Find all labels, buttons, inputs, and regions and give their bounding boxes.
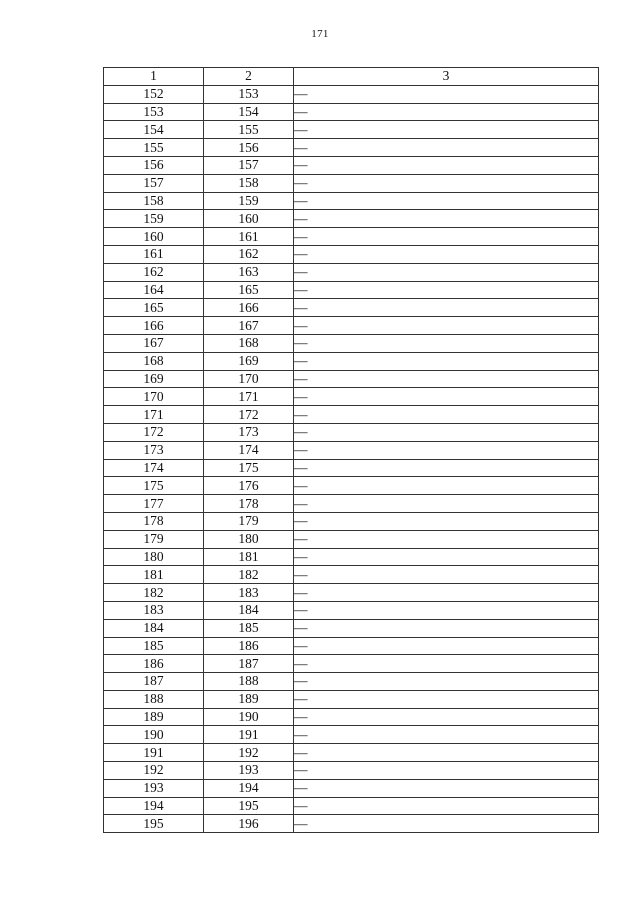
cell-col-3: — xyxy=(294,388,599,406)
cell-col-3: — xyxy=(294,726,599,744)
table-row xyxy=(104,406,599,424)
cell-col-2: 178 xyxy=(204,495,294,513)
table-body xyxy=(104,85,599,832)
cell-col-1: 185 xyxy=(104,637,204,655)
table-row xyxy=(104,637,599,655)
table-row xyxy=(104,388,599,406)
table-row xyxy=(104,530,599,548)
table-row xyxy=(104,601,599,619)
cell-col-1: 154 xyxy=(104,121,204,139)
table-row xyxy=(104,708,599,726)
cell-col-3: — xyxy=(294,228,599,246)
table-row xyxy=(104,263,599,281)
cell-col-1: 161 xyxy=(104,245,204,263)
column-header-2: 2 xyxy=(204,68,294,86)
table-row xyxy=(104,779,599,797)
cell-col-2: 167 xyxy=(204,317,294,335)
cell-col-1: 156 xyxy=(104,156,204,174)
cell-col-1: 169 xyxy=(104,370,204,388)
table-row xyxy=(104,370,599,388)
table-row xyxy=(104,762,599,780)
cell-col-1: 192 xyxy=(104,762,204,780)
cell-col-2: 183 xyxy=(204,584,294,602)
cell-col-3: — xyxy=(294,566,599,584)
cell-col-2: 154 xyxy=(204,103,294,121)
cell-col-2: 190 xyxy=(204,708,294,726)
cell-col-2: 157 xyxy=(204,156,294,174)
cell-col-3: — xyxy=(294,210,599,228)
cell-col-1: 179 xyxy=(104,530,204,548)
cell-col-1: 190 xyxy=(104,726,204,744)
cell-col-1: 180 xyxy=(104,548,204,566)
table-row xyxy=(104,85,599,103)
cell-col-2: 153 xyxy=(204,85,294,103)
cell-col-1: 152 xyxy=(104,85,204,103)
table-row xyxy=(104,690,599,708)
cell-col-2: 184 xyxy=(204,601,294,619)
cell-col-2: 194 xyxy=(204,779,294,797)
table-row xyxy=(104,726,599,744)
table-row xyxy=(104,121,599,139)
cell-col-2: 192 xyxy=(204,744,294,762)
cell-col-1: 183 xyxy=(104,601,204,619)
cell-col-3: — xyxy=(294,619,599,637)
cell-col-2: 188 xyxy=(204,673,294,691)
table-row xyxy=(104,245,599,263)
cell-col-2: 160 xyxy=(204,210,294,228)
cell-col-2: 165 xyxy=(204,281,294,299)
cell-col-3: — xyxy=(294,459,599,477)
cell-col-1: 187 xyxy=(104,673,204,691)
table-row xyxy=(104,548,599,566)
cell-col-3: — xyxy=(294,174,599,192)
cell-col-3: — xyxy=(294,779,599,797)
cell-col-2: 169 xyxy=(204,352,294,370)
cell-col-3: — xyxy=(294,548,599,566)
cell-col-2: 161 xyxy=(204,228,294,246)
cell-col-3: — xyxy=(294,655,599,673)
cell-col-3: — xyxy=(294,637,599,655)
table-row xyxy=(104,228,599,246)
cell-col-1: 153 xyxy=(104,103,204,121)
cell-col-3: — xyxy=(294,103,599,121)
cell-col-1: 174 xyxy=(104,459,204,477)
cell-col-1: 182 xyxy=(104,584,204,602)
cell-col-2: 159 xyxy=(204,192,294,210)
cell-col-1: 181 xyxy=(104,566,204,584)
cell-col-3: — xyxy=(294,406,599,424)
cell-col-2: 181 xyxy=(204,548,294,566)
table-row xyxy=(104,334,599,352)
cell-col-2: 193 xyxy=(204,762,294,780)
cell-col-1: 165 xyxy=(104,299,204,317)
cell-col-1: 164 xyxy=(104,281,204,299)
cell-col-2: 186 xyxy=(204,637,294,655)
table-row xyxy=(104,797,599,815)
cell-col-2: 162 xyxy=(204,245,294,263)
cell-col-1: 194 xyxy=(104,797,204,815)
cell-col-2: 191 xyxy=(204,726,294,744)
table-row xyxy=(104,584,599,602)
cell-col-2: 195 xyxy=(204,797,294,815)
cell-col-2: 158 xyxy=(204,174,294,192)
table-row xyxy=(104,459,599,477)
cell-col-2: 185 xyxy=(204,619,294,637)
cell-col-3: — xyxy=(294,245,599,263)
cell-col-3: — xyxy=(294,708,599,726)
cell-col-3: — xyxy=(294,495,599,513)
table-row xyxy=(104,655,599,673)
table-row xyxy=(104,477,599,495)
cell-col-3: — xyxy=(294,281,599,299)
table-row xyxy=(104,815,599,833)
table-row xyxy=(104,174,599,192)
cell-col-1: 155 xyxy=(104,139,204,157)
cell-col-3: — xyxy=(294,139,599,157)
cell-col-1: 191 xyxy=(104,744,204,762)
table-header-row xyxy=(104,68,599,86)
cell-col-3: — xyxy=(294,744,599,762)
cell-col-1: 175 xyxy=(104,477,204,495)
cell-col-3: — xyxy=(294,317,599,335)
cell-col-1: 159 xyxy=(104,210,204,228)
cell-col-2: 174 xyxy=(204,441,294,459)
cell-col-1: 193 xyxy=(104,779,204,797)
data-table xyxy=(103,67,599,833)
cell-col-2: 171 xyxy=(204,388,294,406)
cell-col-2: 163 xyxy=(204,263,294,281)
cell-col-1: 177 xyxy=(104,495,204,513)
cell-col-1: 172 xyxy=(104,423,204,441)
cell-col-3: — xyxy=(294,441,599,459)
cell-col-3: — xyxy=(294,121,599,139)
table-row xyxy=(104,495,599,513)
cell-col-3: — xyxy=(294,352,599,370)
cell-col-2: 196 xyxy=(204,815,294,833)
page-number: 171 xyxy=(311,28,329,40)
cell-col-2: 175 xyxy=(204,459,294,477)
cell-col-1: 168 xyxy=(104,352,204,370)
cell-col-3: — xyxy=(294,673,599,691)
cell-col-3: — xyxy=(294,477,599,495)
table-row xyxy=(104,139,599,157)
cell-col-2: 176 xyxy=(204,477,294,495)
cell-col-1: 160 xyxy=(104,228,204,246)
cell-col-2: 189 xyxy=(204,690,294,708)
cell-col-3: — xyxy=(294,584,599,602)
cell-col-3: — xyxy=(294,192,599,210)
cell-col-2: 182 xyxy=(204,566,294,584)
cell-col-2: 168 xyxy=(204,334,294,352)
cell-col-1: 186 xyxy=(104,655,204,673)
table-row xyxy=(104,441,599,459)
cell-col-2: 180 xyxy=(204,530,294,548)
table-row xyxy=(104,673,599,691)
cell-col-1: 158 xyxy=(104,192,204,210)
cell-col-3: — xyxy=(294,263,599,281)
table-row xyxy=(104,566,599,584)
cell-col-2: 156 xyxy=(204,139,294,157)
cell-col-1: 178 xyxy=(104,512,204,530)
cell-col-3: — xyxy=(294,530,599,548)
cell-col-1: 170 xyxy=(104,388,204,406)
cell-col-1: 189 xyxy=(104,708,204,726)
cell-col-1: 188 xyxy=(104,690,204,708)
cell-col-3: — xyxy=(294,156,599,174)
table-row xyxy=(104,103,599,121)
cell-col-3: — xyxy=(294,797,599,815)
cell-col-2: 170 xyxy=(204,370,294,388)
table-row xyxy=(104,281,599,299)
cell-col-2: 187 xyxy=(204,655,294,673)
table-row xyxy=(104,210,599,228)
cell-col-3: — xyxy=(294,762,599,780)
cell-col-1: 167 xyxy=(104,334,204,352)
cell-col-1: 184 xyxy=(104,619,204,637)
cell-col-3: — xyxy=(294,85,599,103)
column-header-3: 3 xyxy=(294,68,599,86)
table-row xyxy=(104,156,599,174)
table-row xyxy=(104,192,599,210)
cell-col-3: — xyxy=(294,370,599,388)
cell-col-3: — xyxy=(294,299,599,317)
cell-col-3: — xyxy=(294,423,599,441)
cell-col-2: 155 xyxy=(204,121,294,139)
cell-col-1: 171 xyxy=(104,406,204,424)
cell-col-3: — xyxy=(294,334,599,352)
cell-col-2: 173 xyxy=(204,423,294,441)
cell-col-1: 166 xyxy=(104,317,204,335)
table-row xyxy=(104,299,599,317)
cell-col-3: — xyxy=(294,690,599,708)
cell-col-1: 162 xyxy=(104,263,204,281)
table-row xyxy=(104,423,599,441)
cell-col-3: — xyxy=(294,815,599,833)
table-row xyxy=(104,512,599,530)
cell-col-3: — xyxy=(294,512,599,530)
table-row xyxy=(104,352,599,370)
table-row xyxy=(104,744,599,762)
cell-col-2: 166 xyxy=(204,299,294,317)
cell-col-2: 179 xyxy=(204,512,294,530)
table-row xyxy=(104,317,599,335)
cell-col-1: 173 xyxy=(104,441,204,459)
cell-col-2: 172 xyxy=(204,406,294,424)
cell-col-1: 195 xyxy=(104,815,204,833)
table-row xyxy=(104,619,599,637)
cell-col-3: — xyxy=(294,601,599,619)
column-header-1: 1 xyxy=(104,68,204,86)
cell-col-1: 157 xyxy=(104,174,204,192)
